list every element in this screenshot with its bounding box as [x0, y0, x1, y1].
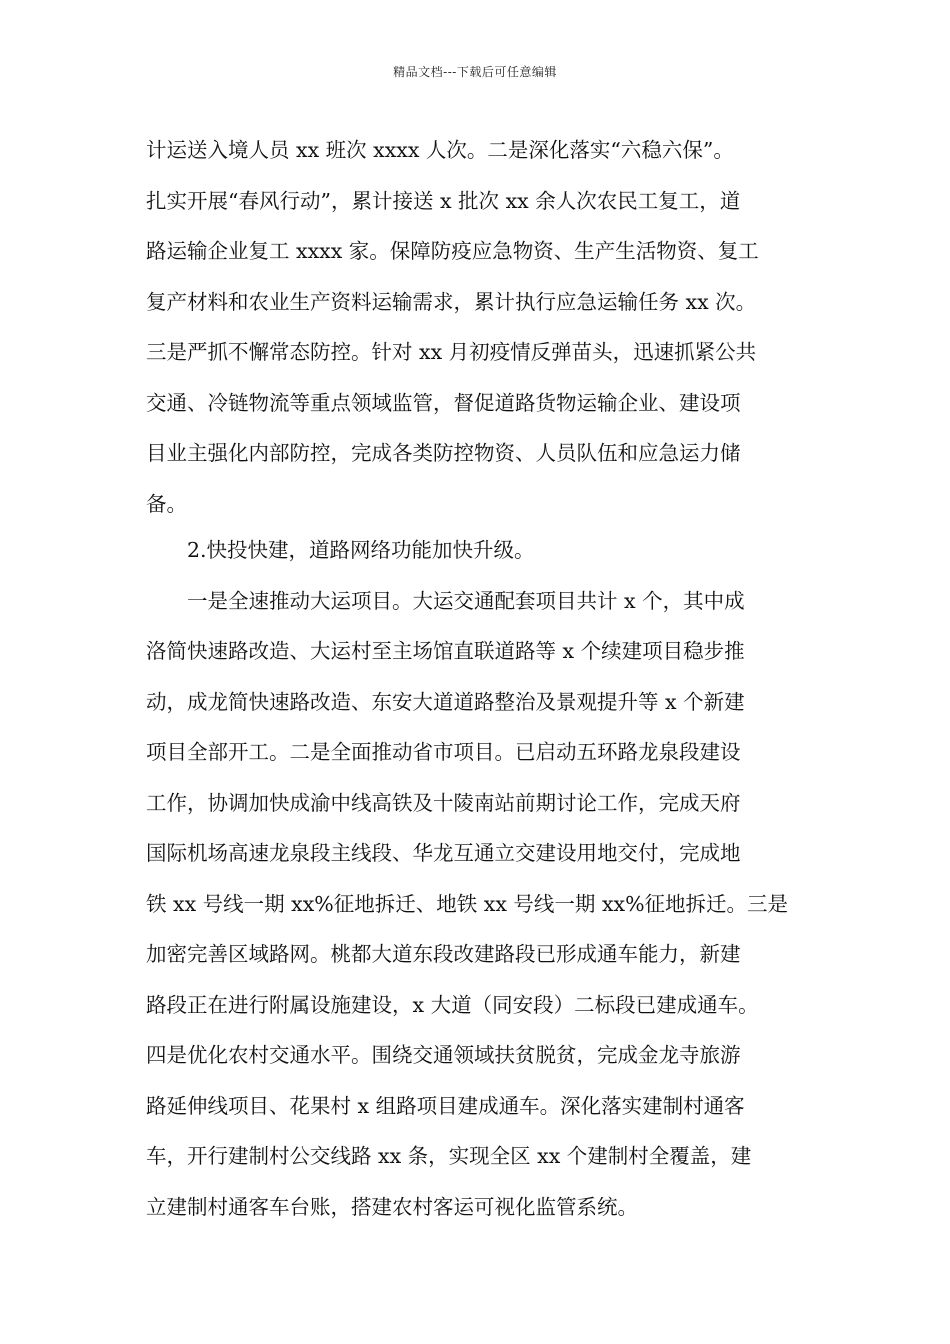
text-line: 路延伸线项目、花果村 x 组路项目建成通车。深化落实建制村通客: [146, 1093, 745, 1118]
text-line: 三是严抓不懈常态防控。针对 xx 月初疫情反弹苗头，迅速抓紧公共: [146, 340, 757, 364]
text-line: 备。: [146, 491, 187, 516]
text-line: 四是优化农村交通水平。围绕交通领域扶贫脱贫，完成金龙寺旅游: [146, 1043, 741, 1067]
text-line: 加密完善区域路网。桃都大道东段改建路段已形成通车能力，新建: [146, 942, 741, 966]
text-line: 车，开行建制村公交线路 xx 条，实现全区 xx 个建制村全覆盖，建: [146, 1144, 752, 1168]
text-line: 扎实开展“春风行动”，累计接送 x 批次 xx 余人次农民工复工，道: [146, 188, 741, 213]
text-line: 工作，协调加快成渝中线高铁及十陵南站前期讨论工作，完成天府: [146, 790, 741, 815]
text-line: 洛简快速路改造、大运村至主场馆直联道路等 x 个续建项目稳步推: [146, 639, 745, 663]
section-heading: 2.快投快建，道路网络功能加快升级。: [187, 538, 535, 562]
text-line: 计运送入境人员 xx 班次 xxxx 人次。二是深化落实“六稳六保”。: [146, 138, 734, 162]
text-line: 动，成龙简快速路改造、东安大道道路整治及景观提升等 x 个新建: [146, 689, 745, 714]
text-line: 一是全速推动大运项目。大运交通配套项目共计 x 个，其中成: [187, 588, 745, 613]
text-line: 路运输企业复工 xxxx 家。保障防疫应急物资、生产生活物资、复工: [146, 239, 759, 263]
text-line: 项目全部开工。二是全面推动省市项目。已启动五环路龙泉段建设: [146, 740, 741, 764]
text-line: 国际机场高速龙泉段主线段、华龙互通立交建设用地交付，完成地: [146, 841, 741, 865]
text-line: 复产材料和农业生产资料运输需求，累计执行应急运输任务 xx 次。: [146, 289, 757, 314]
text-line: 路段正在进行附属设施建设，x 大道（同安段）二标段已建成通车。: [146, 992, 759, 1017]
paragraph-block-1: [146, 125, 810, 529]
text-line: 立建制村通客车台账，搭建农村客运可视化监管系统。: [146, 1194, 638, 1219]
page-header: 精品文档---下载后可任意编辑: [393, 65, 557, 79]
text-line: 交通、冷链物流等重点领域监管，督促道路货物运输企业、建设项: [146, 390, 741, 415]
text-line: 铁 xx 号线一期 xx%征地拆迁、地铁 xx 号线一期 xx%征地拆迁。三是: [146, 891, 789, 916]
paragraph-block-2: [146, 525, 810, 1232]
text-line: 目业主强化内部防控，完成各类防控物资、人员队伍和应急运力储: [146, 441, 741, 465]
